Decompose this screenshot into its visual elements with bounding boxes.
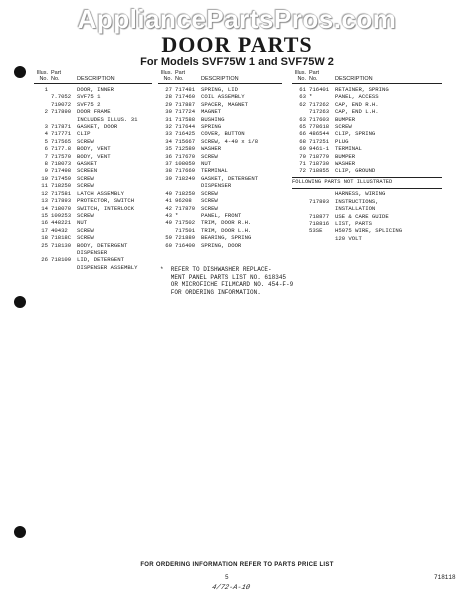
illus-number: 35 — [165, 145, 172, 153]
part-number — [51, 264, 77, 271]
parts-row — [158, 234, 282, 241]
part-description: BUSHING — [201, 115, 225, 123]
parts-row — [158, 175, 282, 182]
parts-row — [34, 145, 152, 152]
part-number: 715667 — [175, 137, 196, 145]
parts-row — [34, 182, 152, 189]
parts-row — [292, 190, 442, 197]
part-number: * — [309, 93, 313, 101]
parts-row — [34, 197, 152, 204]
illus-number: 25 — [41, 241, 48, 249]
parts-row — [34, 234, 152, 241]
part-description: CAP, END R.H. — [335, 100, 379, 108]
part-number: 718730 — [309, 160, 330, 168]
part-number: 718877 — [309, 212, 330, 220]
part-description: SPRING, LID — [201, 86, 238, 93]
part-number: 108059 — [175, 160, 196, 168]
part-description: SCREW — [201, 189, 218, 197]
part-description: BUMPER — [335, 152, 356, 160]
part-number: 717771 — [51, 130, 72, 138]
part-description: DISPENSER — [77, 248, 108, 256]
parts-row — [158, 108, 282, 115]
illus-number: 41 — [165, 197, 172, 205]
part-description: TRIM, DOOR L.H. — [201, 226, 252, 234]
parts-row — [34, 93, 152, 100]
parts-row — [34, 242, 152, 249]
parts-row — [158, 153, 282, 160]
parts-row — [34, 160, 152, 167]
part-description: CLIP, SPRING — [335, 130, 376, 138]
part-description: GASKET — [77, 160, 98, 168]
parts-row — [292, 205, 442, 212]
part-description: TERMINAL — [201, 167, 228, 175]
part-description: USE & CARE GUIDE — [335, 212, 389, 220]
part-description: SCREW — [77, 174, 94, 182]
part-description: SCREEN — [77, 167, 98, 175]
part-number — [309, 205, 335, 212]
part-description: SCREW — [335, 123, 352, 131]
illus-number: 28 — [165, 93, 172, 101]
part-number: 717870 — [175, 204, 196, 212]
illus-number — [158, 182, 175, 189]
illus-number: 5 — [44, 137, 48, 145]
illus-number: 36 — [165, 152, 172, 160]
column-header: Illus. Part No. No. DESCRIPTION — [292, 70, 442, 84]
part-number: 448221 — [51, 219, 72, 227]
column-header: Illus. Part No. No. DESCRIPTION — [158, 70, 282, 84]
part-number: 717501 — [175, 226, 196, 234]
part-description: COIL ASSEMBLY — [201, 93, 245, 101]
parts-column-3 — [292, 70, 442, 242]
part-description: LIST, PARTS — [335, 219, 372, 227]
part-number: 719072 — [51, 100, 72, 108]
illus-number: 63 — [299, 115, 306, 123]
part-number: 712589 — [175, 145, 196, 153]
illus-number: 10 — [41, 174, 48, 182]
parts-column-1 — [34, 70, 152, 271]
illus-number: 4 — [44, 130, 48, 138]
part-number: 109253 — [51, 211, 72, 219]
illus-number: 26 — [41, 256, 48, 264]
part-description: INCLUDES ILLUS. 31 — [77, 115, 138, 123]
illus-number — [158, 227, 175, 234]
parts-row — [34, 175, 152, 182]
document-code: 718118 — [434, 574, 456, 581]
part-description: BODY, VENT — [77, 145, 111, 153]
part-number: 717459 — [51, 174, 72, 182]
illus-number — [292, 190, 309, 197]
illus-number: 1 — [44, 86, 48, 93]
part-description: DOOR FRAME — [77, 108, 111, 116]
illus-number: 13 — [41, 197, 48, 205]
part-description: SCREW — [201, 204, 218, 212]
part-number: 717498 — [51, 167, 72, 175]
part-number: 718250 — [175, 189, 196, 197]
part-number: 717581 — [51, 189, 72, 197]
parts-row — [292, 153, 442, 160]
part-number — [175, 182, 201, 189]
illus-number: 70 — [299, 152, 306, 160]
part-description: DISPENSER — [201, 182, 232, 190]
illus-number — [34, 101, 51, 108]
parts-row — [158, 197, 282, 204]
parts-row — [158, 138, 282, 145]
part-description: SCREW — [201, 152, 218, 160]
illus-number: 3 — [44, 123, 48, 131]
parts-row — [34, 256, 152, 263]
part-description: SCREW — [77, 226, 94, 234]
parts-row — [34, 190, 152, 197]
parts-row — [158, 182, 282, 189]
part-description: INSTALLATION — [335, 205, 376, 213]
part-number: 718816 — [309, 219, 330, 227]
parts-row — [158, 160, 282, 167]
part-number: 40432 — [51, 226, 68, 234]
illus-number: 62 — [299, 100, 306, 108]
part-number: 717570 — [51, 152, 72, 160]
divider — [292, 177, 442, 178]
part-number: 721889 — [175, 234, 196, 242]
parts-row — [158, 212, 282, 219]
part-number: 717263 — [309, 108, 330, 116]
not-illustrated-note: FOLLOWING PARTS NOT ILLUSTRATED — [292, 178, 393, 185]
parts-row — [34, 219, 152, 226]
illus-number: 17 — [41, 226, 48, 234]
part-description: LID, DETERGENT — [77, 256, 124, 264]
part-description: H5075 WIRE, SPLICING — [335, 227, 403, 235]
part-description: HARNESS, WIRING — [335, 190, 386, 198]
illus-number — [292, 205, 309, 212]
illus-number: 37 — [165, 160, 172, 168]
part-number: 717893 — [309, 197, 330, 205]
illus-number: 72 — [299, 167, 306, 175]
part-number: 718249 — [175, 174, 196, 182]
divider — [292, 188, 442, 189]
part-description: BEARING, SPRING — [201, 234, 252, 242]
illus-number: 15 — [41, 211, 48, 219]
parts-row — [34, 130, 152, 137]
illus-number: 29 — [165, 100, 172, 108]
illus-number: 60 — [165, 241, 172, 249]
part-description: SCREW, 4-40 x 1/8 — [201, 137, 259, 145]
illus-number: 11 — [41, 182, 48, 190]
illus-number: 32 — [165, 123, 172, 131]
illus-number — [34, 249, 51, 256]
illus-number: 18 — [41, 234, 48, 242]
parts-row — [158, 130, 282, 137]
illus-number — [34, 264, 51, 271]
parts-row — [158, 205, 282, 212]
part-number — [309, 190, 335, 197]
parts-row — [292, 123, 442, 130]
part-number: 71818C — [51, 234, 72, 242]
part-number: 718130 — [51, 241, 72, 249]
parts-row — [34, 205, 152, 212]
part-number: * — [175, 211, 179, 219]
part-number: 53SE — [309, 227, 323, 235]
parts-row — [292, 227, 442, 234]
part-number: 717669 — [175, 167, 196, 175]
illus-number: 27 — [165, 86, 172, 93]
part-number: 7177.8 — [51, 145, 72, 153]
parts-row — [34, 108, 152, 115]
parts-row — [292, 145, 442, 152]
parts-row — [34, 153, 152, 160]
illus-number: 63 — [299, 93, 306, 101]
part-description: NUT — [77, 219, 88, 227]
part-description: SCREW — [77, 137, 94, 145]
part-number: 717481 — [175, 86, 196, 93]
binder-hole — [14, 526, 26, 538]
parts-row — [292, 220, 442, 227]
illus-number: 40 — [165, 189, 172, 197]
part-description: GASKET, DOOR — [77, 123, 118, 131]
part-description: SCREW — [77, 211, 94, 219]
part-number: 717890 — [51, 108, 72, 116]
handwritten-note: 4/72-A-10 — [211, 584, 251, 592]
part-description: SWITCH, INTERLOCK — [77, 204, 135, 212]
illus-number: 39 — [165, 174, 172, 182]
part-description: BUMPER — [335, 115, 356, 123]
page-title: DOOR PARTS — [161, 32, 313, 57]
illus-number — [292, 213, 309, 220]
binder-hole — [14, 66, 26, 78]
illus-number: 34 — [165, 137, 172, 145]
parts-row — [292, 108, 442, 115]
parts-row — [158, 123, 282, 130]
illus-number: 66 — [299, 130, 306, 138]
part-number: 717724 — [175, 108, 196, 116]
parts-row — [292, 198, 442, 205]
site-watermark: AppliancePartsPros.com — [77, 4, 397, 34]
part-number — [51, 249, 77, 256]
part-number: 778618 — [309, 123, 330, 131]
parts-row — [292, 86, 442, 93]
refer-note: * REFER TO DISHWASHER REPLACE- MENT PANEL PARTS LIST NO. 618345 OR MICROFICHE FILMCARD NO. 454-F-9 FOR ORDERING INFORMATION. — [160, 266, 294, 296]
part-description: DISPENSER ASSEMBLY — [77, 263, 138, 271]
illus-number: 31 — [165, 115, 172, 123]
ordering-footer: FOR ORDERING INFORMATION REFER TO PARTS PRICE LIST — [140, 562, 334, 568]
part-number: 716425 — [175, 130, 196, 138]
parts-row — [34, 249, 152, 256]
parts-row — [158, 116, 282, 123]
illus-number — [292, 235, 309, 242]
illus-number: 61 — [299, 86, 306, 93]
illus-number: 30 — [165, 108, 172, 116]
illus-number: 9 — [44, 167, 48, 175]
parts-row — [34, 138, 152, 145]
part-description: WASHER — [335, 160, 356, 168]
part-description: BODY, VENT — [77, 152, 111, 160]
illus-number: 7 — [44, 152, 48, 160]
part-description: MAGNET — [201, 108, 222, 116]
part-description: SPACER, MAGNET — [201, 100, 248, 108]
part-number: 718070 — [51, 204, 72, 212]
part-description: SPRING, DOOR — [201, 241, 242, 249]
part-description: COVER, BUTTON — [201, 130, 245, 138]
part-description: SCREW — [77, 182, 94, 190]
part-number: 96208 — [175, 197, 192, 205]
column-header: Illus. Part No. No. DESCRIPTION — [34, 70, 152, 84]
part-description: PROTECTOR, SWITCH — [77, 197, 135, 205]
illus-number — [292, 220, 309, 227]
illus-number: 8 — [44, 160, 48, 168]
illus-number: 16 — [41, 219, 48, 227]
part-number — [309, 235, 335, 242]
parts-row — [158, 227, 282, 234]
illus-number: 14 — [41, 204, 48, 212]
illus-number: 2 — [44, 108, 48, 116]
part-description: SCREW — [201, 197, 218, 205]
part-description: 120 VOLT — [335, 234, 362, 242]
part-description: PLUG — [335, 137, 349, 145]
illus-number: 69 — [299, 145, 306, 153]
part-description: SPRING — [201, 123, 222, 131]
page-number: 5 — [225, 574, 229, 581]
parts-row — [34, 212, 152, 219]
part-number: 718855 — [309, 167, 330, 175]
illus-number — [292, 108, 309, 115]
part-number: 9461-1 — [309, 145, 330, 153]
illus-number: 59 — [165, 234, 172, 242]
illus-number: 43 — [165, 211, 172, 219]
part-description: CLIP — [77, 130, 91, 138]
part-description: SCREW — [77, 234, 94, 242]
parts-row — [34, 86, 152, 93]
part-number: 717251 — [309, 137, 330, 145]
part-description: DOOR, INNER — [77, 86, 114, 93]
parts-row — [34, 167, 152, 174]
parts-row — [292, 101, 442, 108]
illus-number: 33 — [165, 130, 172, 138]
parts-row — [292, 130, 442, 137]
parts-row — [158, 86, 282, 93]
illus-number: 68 — [299, 137, 306, 145]
illus-number: 49 — [165, 219, 172, 227]
illus-number: 6 — [44, 145, 48, 153]
parts-row — [158, 145, 282, 152]
part-description: RETAINER, SPRING — [335, 86, 389, 93]
part-description: GASKET, DETERGENT — [201, 174, 259, 182]
illus-number: 65 — [299, 123, 306, 131]
part-number: 717887 — [175, 100, 196, 108]
parts-row — [34, 227, 152, 234]
parts-column-2 — [158, 70, 282, 249]
illus-number: 71 — [299, 160, 306, 168]
parts-row — [292, 138, 442, 145]
part-description: SVF75 2 — [77, 100, 101, 108]
part-description: TERMINAL — [335, 145, 362, 153]
illus-number: 38 — [165, 167, 172, 175]
part-description: LATCH ASSEMBLY — [77, 189, 124, 197]
part-number: 717871 — [51, 123, 72, 131]
part-description: TRIM, DOOR R.H. — [201, 219, 252, 227]
parts-row — [158, 101, 282, 108]
parts-row — [292, 116, 442, 123]
parts-row — [158, 167, 282, 174]
parts-row — [34, 116, 152, 123]
part-description: CAP, END L.H. — [335, 108, 379, 116]
part-number: 717603 — [309, 115, 330, 123]
part-description: PANEL, FRONT — [201, 211, 242, 219]
parts-row — [34, 264, 152, 271]
illus-number: 12 — [41, 189, 48, 197]
parts-row — [292, 167, 442, 174]
part-description: SVF75 1 — [77, 93, 101, 101]
part-number: 717565 — [51, 137, 72, 145]
parts-row — [158, 242, 282, 249]
illus-number — [34, 116, 51, 123]
page-subtitle: For Models SVF75W 1 and SVF75W 2 — [140, 56, 334, 68]
part-number: 718250 — [51, 182, 72, 190]
part-description: INSTRUCTIONS, — [335, 197, 379, 205]
part-number: 718779 — [309, 152, 330, 160]
part-number: 717670 — [175, 152, 196, 160]
part-number: 717262 — [309, 100, 330, 108]
part-number: 717588 — [175, 115, 196, 123]
part-description: WASHER — [201, 145, 222, 153]
part-description: PANEL, ACCESS — [335, 93, 379, 101]
illus-number — [292, 198, 309, 205]
illus-number: 42 — [165, 204, 172, 212]
part-number: 718109 — [51, 256, 72, 264]
parts-row — [292, 160, 442, 167]
illus-number — [34, 93, 51, 100]
part-number — [51, 86, 77, 93]
parts-row — [34, 123, 152, 130]
part-number: 717460 — [175, 93, 196, 101]
illus-number — [292, 227, 309, 234]
parts-row — [158, 93, 282, 100]
parts-row — [292, 93, 442, 100]
part-number: 717502 — [175, 219, 196, 227]
part-number: 716401 — [309, 86, 330, 93]
part-number: 486544 — [309, 130, 330, 138]
parts-row — [158, 219, 282, 226]
part-number — [51, 116, 77, 123]
binder-hole — [14, 296, 26, 308]
parts-row — [158, 190, 282, 197]
parts-row — [292, 235, 442, 242]
part-description: NUT — [201, 160, 212, 168]
part-number: 7.7052 — [51, 93, 72, 101]
parts-row — [292, 213, 442, 220]
part-description: CLIP, GROUND — [335, 167, 376, 175]
part-number: 716400 — [175, 241, 196, 249]
parts-row — [34, 101, 152, 108]
part-number: 717644 — [175, 123, 196, 131]
part-number: 717893 — [51, 197, 72, 205]
part-description: BODY, DETERGENT — [77, 241, 128, 249]
part-number: 718073 — [51, 160, 72, 168]
